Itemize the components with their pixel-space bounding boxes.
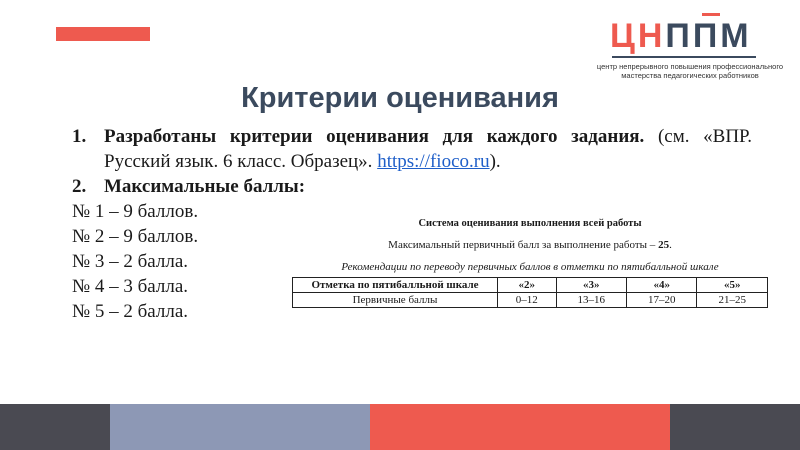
band-segment [0, 404, 110, 450]
table-cell: 13–16 [556, 293, 626, 308]
table-row [293, 293, 768, 308]
logo-tagline-line2: мастерства педагогических работников [621, 71, 759, 80]
figure-recommendation: Рекомендации по переводу первичных баллов в отметки по пятибалльной шкале [341, 261, 719, 273]
list-item-text-end: ). [489, 151, 501, 172]
list-item [72, 174, 752, 199]
scores-list [72, 199, 198, 324]
list-item-bold: Разработаны критерии оценивания для каждого задания. [104, 126, 645, 147]
grading-figure [292, 218, 768, 308]
figure-subtitle-value: 25 [658, 239, 670, 251]
table-cell: «5» [697, 278, 768, 293]
table-cell: «2» [498, 278, 557, 293]
figure-subtitle [292, 239, 768, 251]
table-cell: 17–20 [627, 293, 697, 308]
list-item-number: 2. [72, 176, 87, 197]
fioco-link[interactable]: https://fioco.ru [377, 151, 490, 172]
score-line: № 1 – 9 баллов. [72, 201, 199, 222]
figure-subtitle-text: Максимальный первичный балл за выполнение работы – [388, 239, 659, 251]
score-line: № 5 – 2 балла. [72, 301, 189, 322]
table-cell: 21–25 [697, 293, 768, 308]
table-cell: Первичные баллы [293, 293, 498, 308]
table-cell: «3» [556, 278, 626, 293]
list-item-number: 1. [72, 126, 87, 147]
figure-title: Система оценивания выполнения всей работы [418, 218, 642, 229]
logo-tagline-line1: центр непрерывного повышения профессионального [596, 62, 784, 71]
logo-underline [612, 56, 756, 58]
table-cell: Отметка по пятибалльной шкале [293, 278, 498, 293]
score-line: № 2 – 9 баллов. [72, 226, 199, 247]
score-line: № 3 – 2 балла. [72, 251, 189, 272]
table-header-row [293, 278, 768, 293]
logo-wordmark [610, 16, 752, 56]
list-item-bold: Максимальные баллы: [104, 176, 306, 197]
logo-tagline [590, 62, 790, 80]
score-line: № 4 – 3 балла. [72, 276, 189, 297]
list-item-text: (см. «ВПР. Русский язык. 6 класс. Образец». [104, 126, 752, 172]
logo [590, 10, 790, 80]
band-segment [110, 404, 370, 450]
figure-subtitle-end: . [669, 239, 672, 251]
logo-word-part2: ППМ [665, 17, 752, 55]
list-item [72, 124, 752, 174]
accent-bar [56, 27, 150, 41]
table-cell: «4» [627, 278, 697, 293]
criteria-list [72, 124, 752, 199]
band-segment [370, 404, 670, 450]
table-cell: 0–12 [498, 293, 557, 308]
list-item-body [104, 124, 752, 174]
page-title: Критерии оценивания [241, 82, 559, 114]
grade-table [292, 277, 768, 308]
bottom-band [0, 404, 800, 450]
band-segment [670, 404, 800, 450]
logo-word-part1: ЦН [610, 17, 666, 55]
